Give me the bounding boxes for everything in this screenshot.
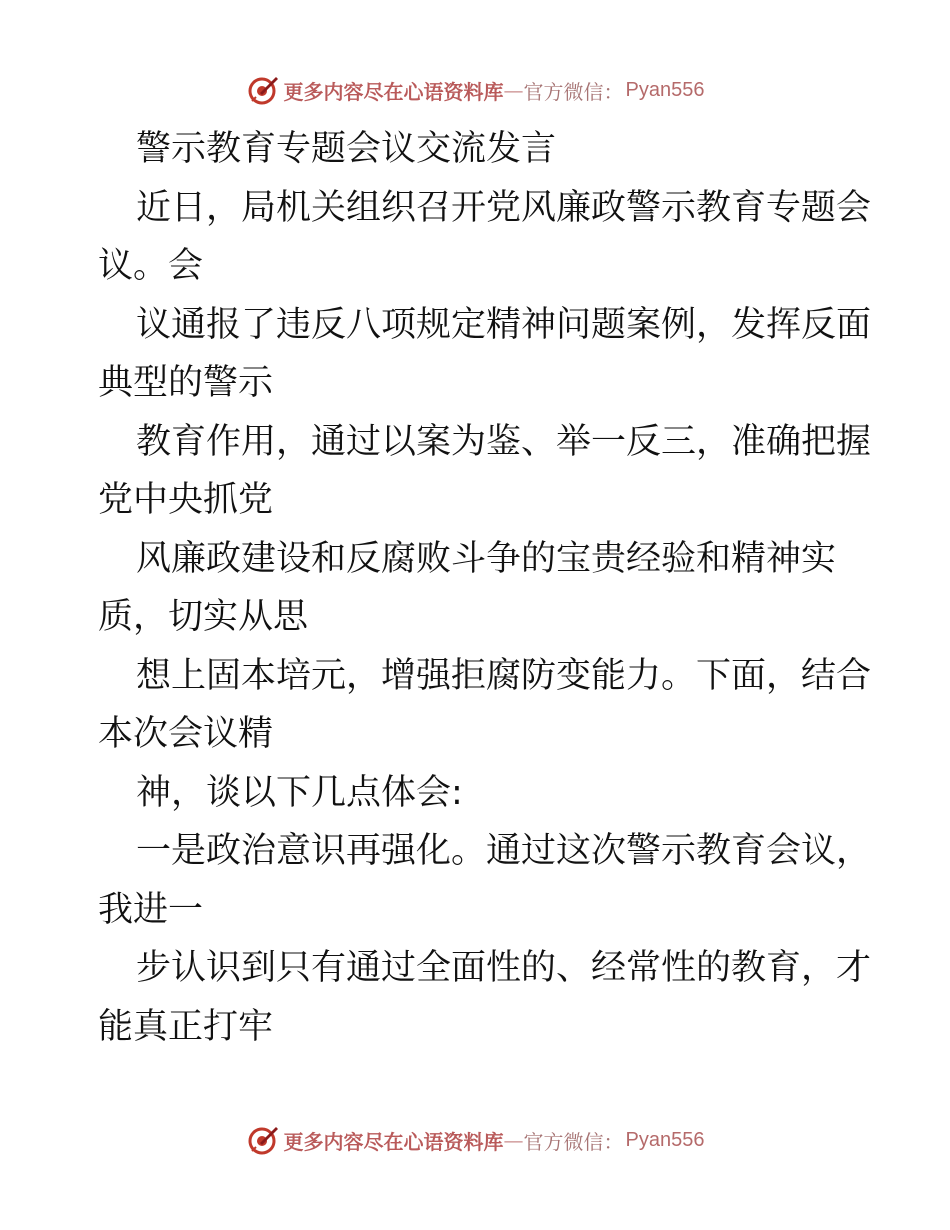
paragraph-line: 议。会 bbox=[98, 246, 204, 286]
paragraph-line: 本次会议精 bbox=[98, 714, 274, 754]
paragraph-line: 典型的警示 bbox=[98, 363, 274, 403]
pen-logo-icon bbox=[246, 73, 280, 107]
banner-dash: — bbox=[503, 78, 524, 102]
header-watermark-banner bbox=[0, 70, 950, 110]
banner-brand-text: 更多内容尽在心语资料库 bbox=[283, 79, 504, 104]
paragraph-line: 质，切实从思 bbox=[98, 597, 309, 637]
paragraph-line: 能真正打牢 bbox=[98, 1006, 274, 1047]
document-body bbox=[98, 120, 872, 1056]
banner-wechat-id: Pyan556 bbox=[625, 78, 705, 101]
paragraph-line: 近日，局机关组织召开党风廉政警示教育专题会 bbox=[136, 187, 872, 228]
paragraph-line: 步认识到只有通过全面性的、经常性的教育，才 bbox=[136, 948, 872, 988]
pen-logo-icon bbox=[246, 1123, 280, 1157]
footer-watermark-banner bbox=[0, 1120, 950, 1160]
banner-contact-label: 官方微信： bbox=[523, 1129, 624, 1154]
paragraph-line: 风廉政建设和反腐败斗争的宝贵经验和精神实 bbox=[136, 538, 837, 579]
paragraph-line: 想上固本培元，增强拒腐防变能力。下面，结合 bbox=[136, 655, 872, 696]
banner-contact-label: 官方微信： bbox=[523, 79, 624, 104]
banner-dash: — bbox=[503, 1128, 524, 1152]
paragraph-line: 一是政治意识再强化。通过这次警示教育会议， bbox=[136, 831, 872, 871]
paragraph-line: 神，谈以下几点体会: bbox=[136, 772, 463, 813]
banner-wechat-id: Pyan556 bbox=[625, 1128, 705, 1151]
paragraph-line: 党中央抓党 bbox=[98, 480, 274, 520]
paragraph-line: 教育作用，通过以案为鉴、举一反三，准确把握 bbox=[136, 421, 872, 462]
paragraph-line: 我进一 bbox=[98, 889, 204, 930]
paragraph-line: 议通报了违反八项规定精神问题案例，发挥反面 bbox=[136, 304, 872, 345]
document-title: 警示教育专题会议交流发言 bbox=[136, 129, 557, 169]
banner-brand-text: 更多内容尽在心语资料库 bbox=[283, 1129, 504, 1154]
